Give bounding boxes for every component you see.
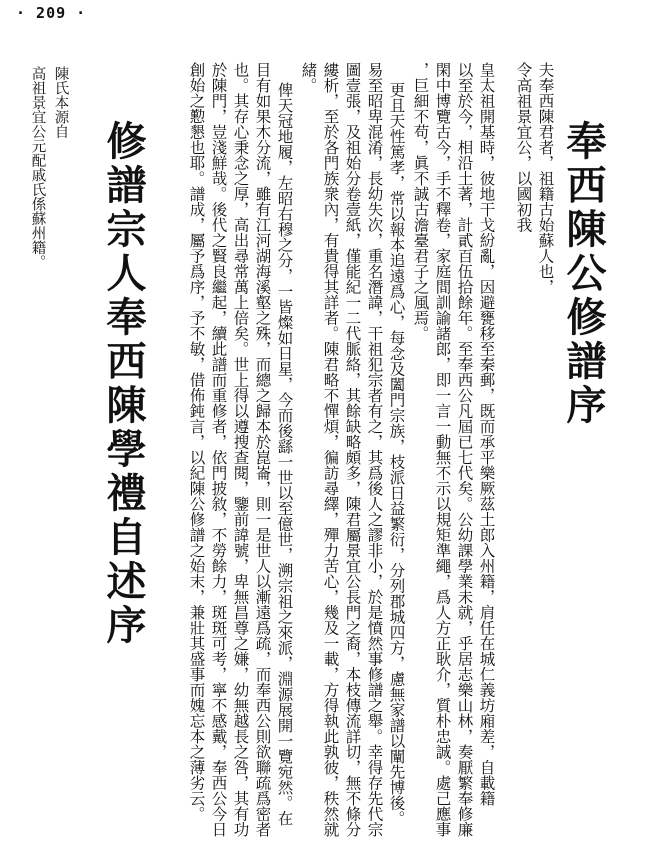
preface-column: 以至於今，相沿土著，計貳百伍拾餘年。至奉西公凡屆已七代矣。公幼課學業未就，乎居志樂山林，奏厭繁奉修廉 [455,62,474,837]
preface-title: 奉西陳公修譜序 [560,120,607,428]
preface-column: 夫奉西陳君者，祖籍古始蘇人也， [536,62,555,295]
preface-column: 皇太祖開基時，彼地干戈紛亂，因避甕移至秦郵，既而承平樂厥茲土郎入州籍，肩任在城仁義坊廂差，自載籍 [477,62,496,806]
preface-column: 閑中博覽古今，手不釋卷，家庭間訓諭諸郎，即一言一動無不示以規矩準繩，爲人方正耿介，質朴忠誠。處己應事 [433,62,452,837]
preface-column: 令高祖景宜公，以國初我 [514,62,533,233]
preface-column: 俾天冠地履，左昭右穆之分，一皆燦如日星，今而後繇一世以至億世，溯宗祖之來派，淵源展開一覽宛然。在 [275,82,294,826]
preface-column: 更且天性篤孝，常以報本追遠爲心，每念及闔門宗族，枝派日益繁衍，分列郡城四方，慮無家譜以闡先博後。 [387,82,406,826]
preface-column: ，巨細不苟，眞不誠古澹臺君子之風焉。 [411,62,430,341]
origin-column: 高祖景宜公元配戚氏係蘇州籍。 [29,66,46,269]
preface-column: 創始之懃懇也耶。譜成，屬予爲序，予不敏，借佈鈍言，以紀陳公修譜之始末，兼壯其盛事而媿忘本之薄劣云。 [187,62,206,822]
preface-column: 也。其存心秉念之厚，高出尋常萬上倍矣。世上得以遵搜查閱，鑒前諱號，卑無昌尊之嫌，幼無越長之咎，其有功 [231,62,250,837]
preface-column: 圖壹張，及祖始分卷壹紙，僅能紀一二代脈絡，其餘缺略頗多，陳君屬景宜公長門之裔，本枝傳流詳切，無不條分 [343,62,362,837]
preface-column: 於陳門，豈淺鮮哉。後代之賢良繼起，續此譜而重修者，依門披敘，不勞餘力，斑斑可考，寧不感戴，奉西公今日 [209,62,228,837]
preface-column: 目有如果木分流，雖有江河湖海溪壑之殊，而總之歸本於崑崙，則一是世人以漸遠爲疏，而奉西公則欲聯疏爲密者 [253,62,272,837]
preface-column: 緒。 [299,62,318,93]
preface-column: 縷析，至於各門族衆內，有貴得其詳者。陳君略不憚煩，徧訪尋繹，殫力苦心，幾及一載，方得執此孰彼，秩然就 [321,62,340,837]
origin-column: 陳氏本源自 [52,66,69,139]
page-number: · 209 · [16,4,87,22]
second-title: 修譜宗人奉西陳學禮自述序 [100,120,147,648]
preface-column: 易至昭卑混淆，長幼失次，重名潛諱，干祖犯宗者有之，其爲後人之謬非小，於是憤然事修譜之舉。幸得存先代宗 [365,62,384,837]
